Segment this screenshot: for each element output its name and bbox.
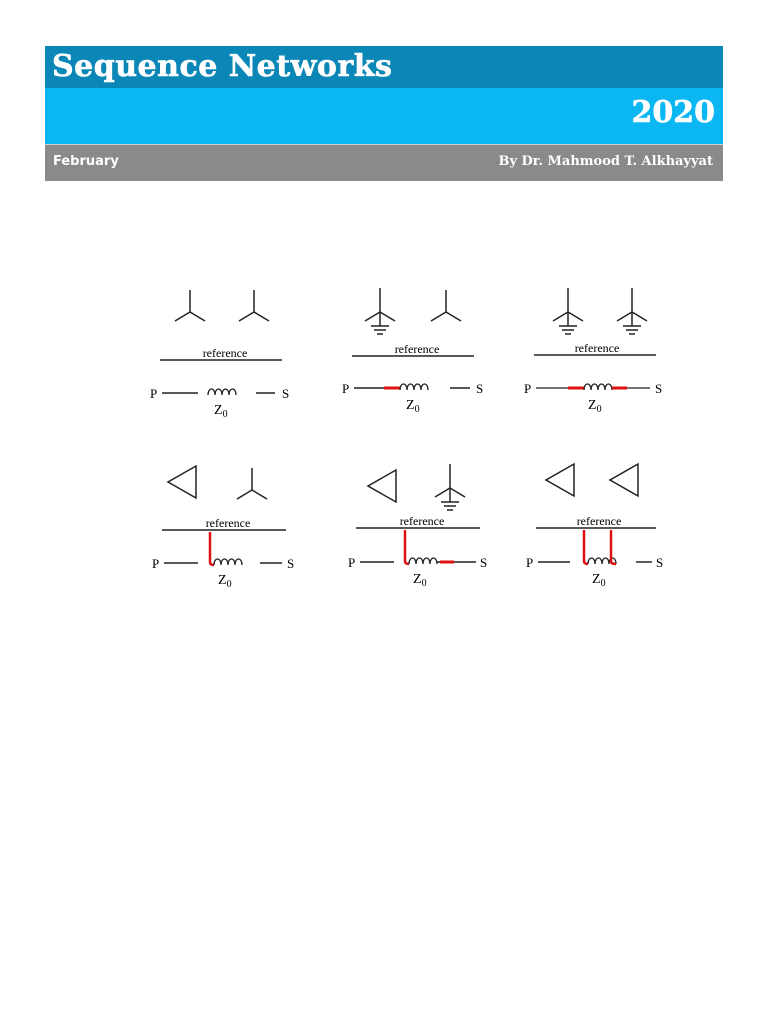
reference-label: reference xyxy=(576,514,622,528)
document-month: February xyxy=(53,154,119,169)
year-band xyxy=(45,88,723,144)
reference-label: reference xyxy=(574,341,620,355)
primary-label: P xyxy=(342,381,350,396)
panel-delta-delta xyxy=(526,464,663,589)
primary-label: P xyxy=(150,386,158,401)
secondary-label: S xyxy=(656,555,664,570)
secondary-label: S xyxy=(655,381,663,396)
panel-wye-wye xyxy=(150,290,289,420)
secondary-label: S xyxy=(282,386,290,401)
info-band xyxy=(45,144,723,181)
secondary-label: S xyxy=(476,381,484,396)
document-year: 2020 xyxy=(631,95,715,130)
reference-label: reference xyxy=(202,346,248,360)
panel-grounded-wye-wye xyxy=(342,288,483,415)
document-author: By Dr. Mahmood T. Alkhayyat xyxy=(498,154,713,169)
primary-label: P xyxy=(348,555,356,570)
impedance-label: $Z_0$ xyxy=(218,573,232,590)
primary-label: P xyxy=(152,556,160,571)
page-header xyxy=(45,46,723,181)
impedance-label: $Z_0$ xyxy=(214,403,228,420)
primary-label: P xyxy=(524,381,532,396)
zero-sequence-transformer-diagram xyxy=(130,278,678,598)
panel-grounded-wye-grounded-wye xyxy=(524,288,662,415)
secondary-label: S xyxy=(480,555,488,570)
panel-delta-wye xyxy=(152,466,294,590)
impedance-label: $Z_0$ xyxy=(592,572,606,589)
primary-label: P xyxy=(526,555,534,570)
impedance-label: $Z_0$ xyxy=(406,398,420,415)
impedance-label: $Z_0$ xyxy=(413,572,427,589)
reference-label: reference xyxy=(205,516,251,530)
reference-label: reference xyxy=(399,514,445,528)
title-band xyxy=(45,46,723,88)
panel-delta-grounded-wye xyxy=(348,464,487,589)
document-title: Sequence Networks xyxy=(52,49,393,84)
reference-label: reference xyxy=(394,342,440,356)
secondary-label: S xyxy=(287,556,295,571)
impedance-label: $Z_0$ xyxy=(588,398,602,415)
